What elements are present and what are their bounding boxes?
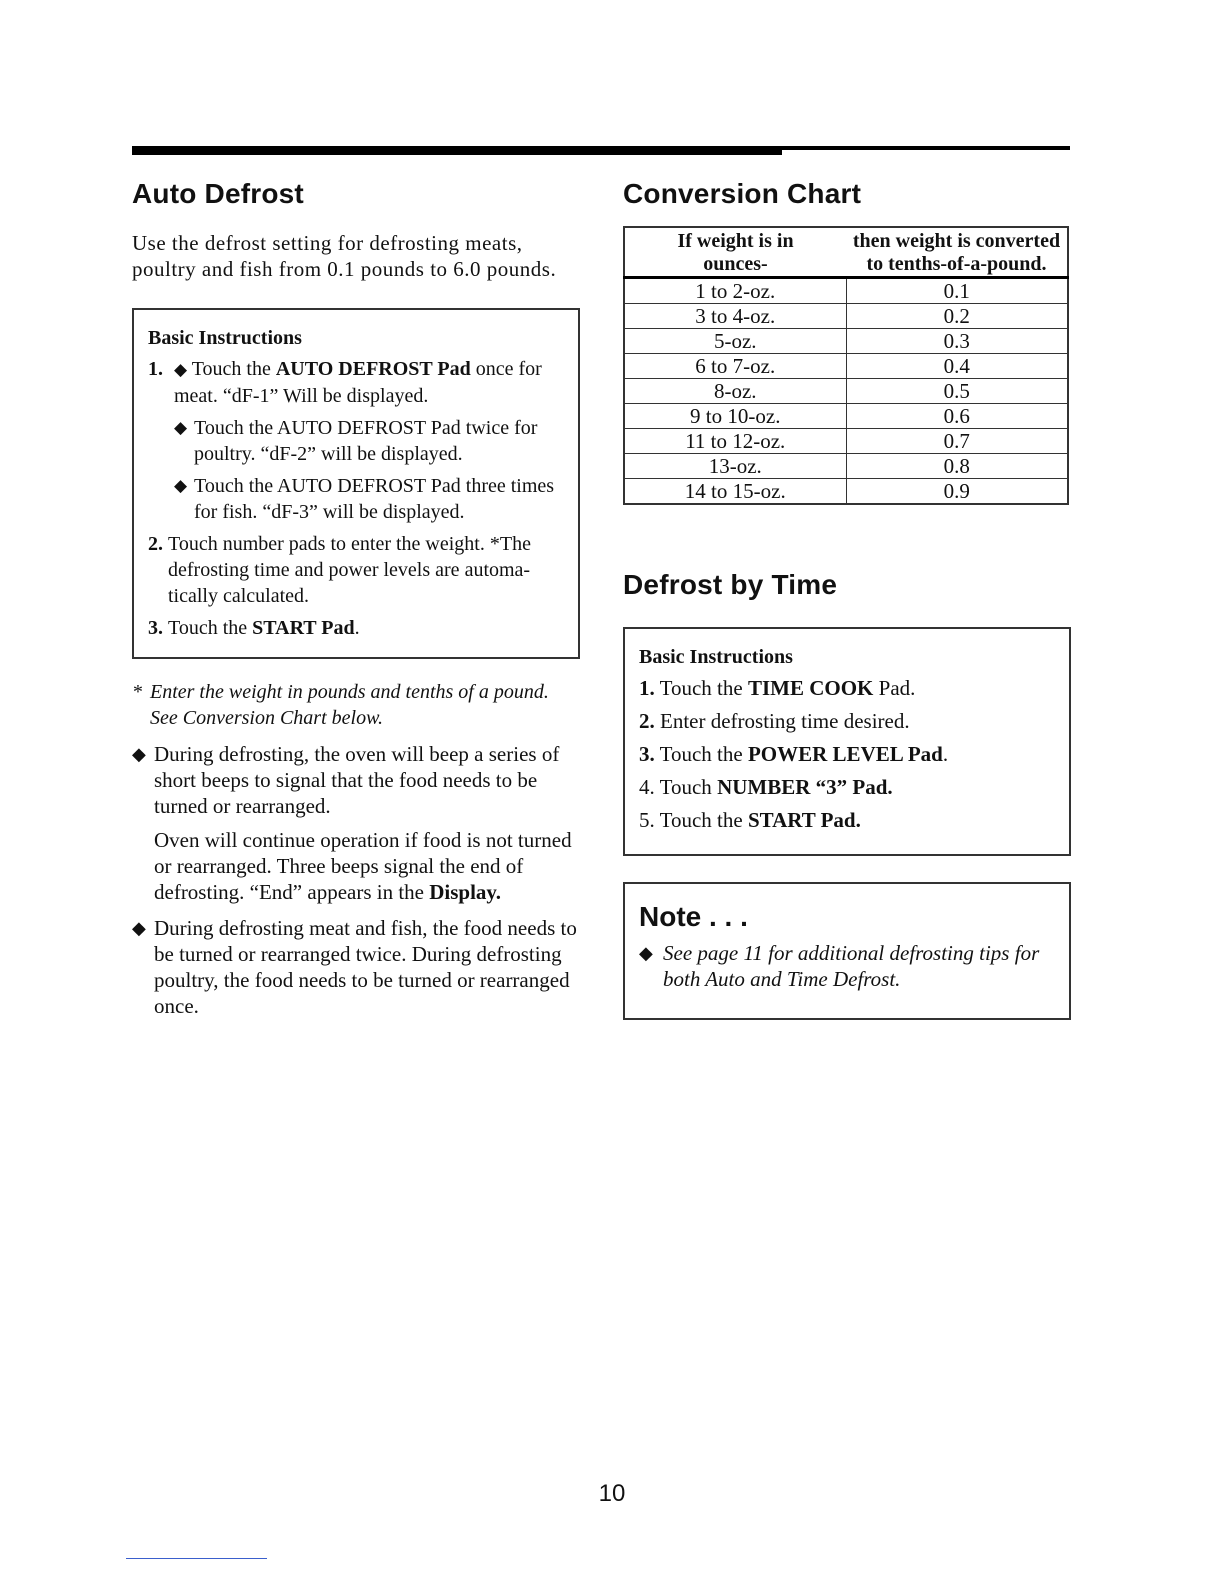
defrost-by-time-instructions-box — [623, 627, 1071, 856]
ounces-cell: 13-oz. — [624, 454, 846, 479]
auto-defrost-section — [132, 178, 580, 1019]
time-step-2 — [639, 708, 1055, 735]
step-number: 5. — [639, 808, 655, 832]
header-text: to tenths-of-a-pound. — [866, 253, 1047, 275]
table-header-pounds — [846, 227, 1068, 278]
footer-link-underline — [126, 1558, 267, 1559]
table-row — [624, 354, 1068, 379]
step-number: 2. — [148, 533, 163, 555]
step-text: Touch the — [654, 808, 748, 832]
step-number: 3. — [148, 617, 163, 639]
note-line — [639, 940, 1055, 992]
header-text: If weight is in — [677, 230, 794, 252]
auto-defrost-instructions-box — [132, 308, 580, 659]
asterisk: * — [132, 681, 142, 703]
step-bold: START Pad — [252, 617, 355, 639]
conversion-table — [623, 226, 1069, 505]
ounces-cell: 1 to 2-oz. — [624, 278, 846, 304]
conversion-chart-heading: Conversion Chart — [623, 178, 862, 209]
defrost-continue-paragraph — [154, 827, 580, 905]
auto-defrost-step-1c — [174, 473, 564, 525]
ounces-cell: 8-oz. — [624, 379, 846, 404]
step-text: Enter defrosting time desired. — [654, 709, 910, 733]
pounds-cell: 0.2 — [846, 304, 1068, 329]
page-number: 10 — [598, 1480, 626, 1507]
weight-entry-note — [132, 679, 580, 731]
auto-defrost-heading: Auto Defrost — [132, 178, 304, 209]
table-header-row — [624, 227, 1068, 278]
step-text: Touch — [654, 775, 718, 799]
diamond-bullet-icon: ◆ — [639, 943, 653, 963]
step-text: . — [354, 617, 360, 639]
header-rule-thin — [782, 146, 1070, 150]
table-row — [624, 278, 1068, 304]
step-bold: POWER LEVEL Pad — [747, 742, 943, 766]
time-step-4 — [639, 774, 1055, 801]
diamond-bullet-icon: ◆ — [174, 476, 188, 495]
note-text: See page 11 for additional defrosting tips for both Auto and Time Defrost. — [663, 941, 1040, 991]
pounds-cell: 0.6 — [846, 404, 1068, 429]
defrost-by-time-heading: Defrost by Time — [623, 569, 838, 600]
step-number: 1. — [639, 676, 655, 700]
auto-defrost-step-1b — [174, 415, 564, 467]
note-title: Note . . . — [639, 901, 748, 932]
header-text: then weight is converted — [852, 230, 1061, 252]
time-step-3 — [639, 741, 1055, 768]
step-text: . — [942, 742, 949, 766]
ounces-cell: 11 to 12-oz. — [624, 429, 846, 454]
pounds-cell: 0.8 — [846, 454, 1068, 479]
diamond-bullet-icon: ◆ — [132, 744, 146, 764]
step-text: Touch the — [654, 742, 748, 766]
auto-defrost-step-3 — [148, 615, 564, 641]
pounds-cell: 0.7 — [846, 429, 1068, 454]
step-text: Pad. — [873, 676, 916, 700]
pounds-cell: 0.4 — [846, 354, 1068, 379]
diamond-bullet-icon: ◆ — [132, 918, 146, 938]
auto-defrost-step-1 — [148, 356, 564, 409]
pounds-cell: 0.1 — [846, 278, 1068, 304]
note-box — [623, 882, 1071, 1020]
step-text: Touch number pads to enter the weight. *The defrosting time and power levels are automa-tically calculated. — [168, 533, 531, 607]
table-row — [624, 479, 1068, 505]
step-text: Touch the AUTO DEFROST Pad three times for fish. “dF-3” will be displayed. — [194, 475, 555, 523]
diamond-bullet-icon: ◆ — [174, 418, 188, 437]
step-number: 4. — [639, 775, 655, 799]
table-row — [624, 379, 1068, 404]
defrost-bullet-1 — [132, 741, 580, 819]
step-text: Touch the — [654, 676, 748, 700]
pounds-cell: 0.5 — [846, 379, 1068, 404]
note-text: Enter the weight in pounds and tenths of a pound. See Conversion Chart below. — [150, 681, 549, 729]
step-text: Touch the — [168, 617, 253, 639]
ounces-cell: 9 to 10-oz. — [624, 404, 846, 429]
step-bold: NUMBER “3” Pad. — [717, 775, 893, 799]
paragraph-text: Oven will continue operation if food is not turned or rearranged. Three beeps signal the end of defrosting. “End” appears in the — [154, 828, 572, 904]
ounces-cell: 6 to 7-oz. — [624, 354, 846, 379]
defrost-bullet-2 — [132, 915, 580, 1019]
step-number: 3. — [639, 742, 655, 766]
time-step-1 — [639, 675, 1055, 702]
paragraph-bold: Display. — [429, 880, 502, 904]
step-text: Touch the AUTO DEFROST Pad twice for poultry. “dF-2” will be displayed. — [194, 417, 538, 465]
bullet-text: During defrosting, the oven will beep a series of short beeps to signal that the food needs to be turned or rearranged. — [154, 742, 560, 818]
table-row — [624, 404, 1068, 429]
basic-instructions-title: Basic Instructions — [639, 646, 793, 668]
pounds-cell: 0.9 — [846, 479, 1068, 505]
table-header-ounces — [624, 227, 846, 278]
ounces-cell: 5-oz. — [624, 329, 846, 354]
header-rule-thick — [132, 146, 782, 155]
table-row — [624, 304, 1068, 329]
basic-instructions-title: Basic Instructions — [148, 327, 302, 349]
table-row — [624, 429, 1068, 454]
step-number: 2. — [639, 709, 655, 733]
right-column — [623, 178, 1071, 1020]
step-bold: START Pad. — [747, 808, 861, 832]
auto-defrost-step-2 — [148, 531, 564, 609]
step-bold: AUTO DEFROST Pad — [275, 358, 471, 380]
bullet-text: During defrosting meat and fish, the food needs to be turned or rearranged twice. During defrosting poultry, the food needs to be turned or rearranged once. — [154, 916, 577, 1018]
diamond-bullet-icon: ◆ — [174, 360, 188, 379]
pounds-cell: 0.3 — [846, 329, 1068, 354]
table-row — [624, 454, 1068, 479]
step-text: once for meat. “dF-1” Will be displayed. — [174, 358, 542, 407]
step-number: 1. — [148, 358, 163, 380]
header-text: ounces- — [703, 253, 768, 275]
table-row — [624, 329, 1068, 354]
step-text: Touch the — [191, 358, 276, 380]
step-bold: TIME COOK — [747, 676, 874, 700]
auto-defrost-intro: Use the defrost setting for defrosting meats, poultry and fish from 0.1 pounds to 6.0 pounds. — [132, 231, 557, 281]
time-step-5 — [639, 807, 1055, 834]
ounces-cell: 3 to 4-oz. — [624, 304, 846, 329]
ounces-cell: 14 to 15-oz. — [624, 479, 846, 505]
